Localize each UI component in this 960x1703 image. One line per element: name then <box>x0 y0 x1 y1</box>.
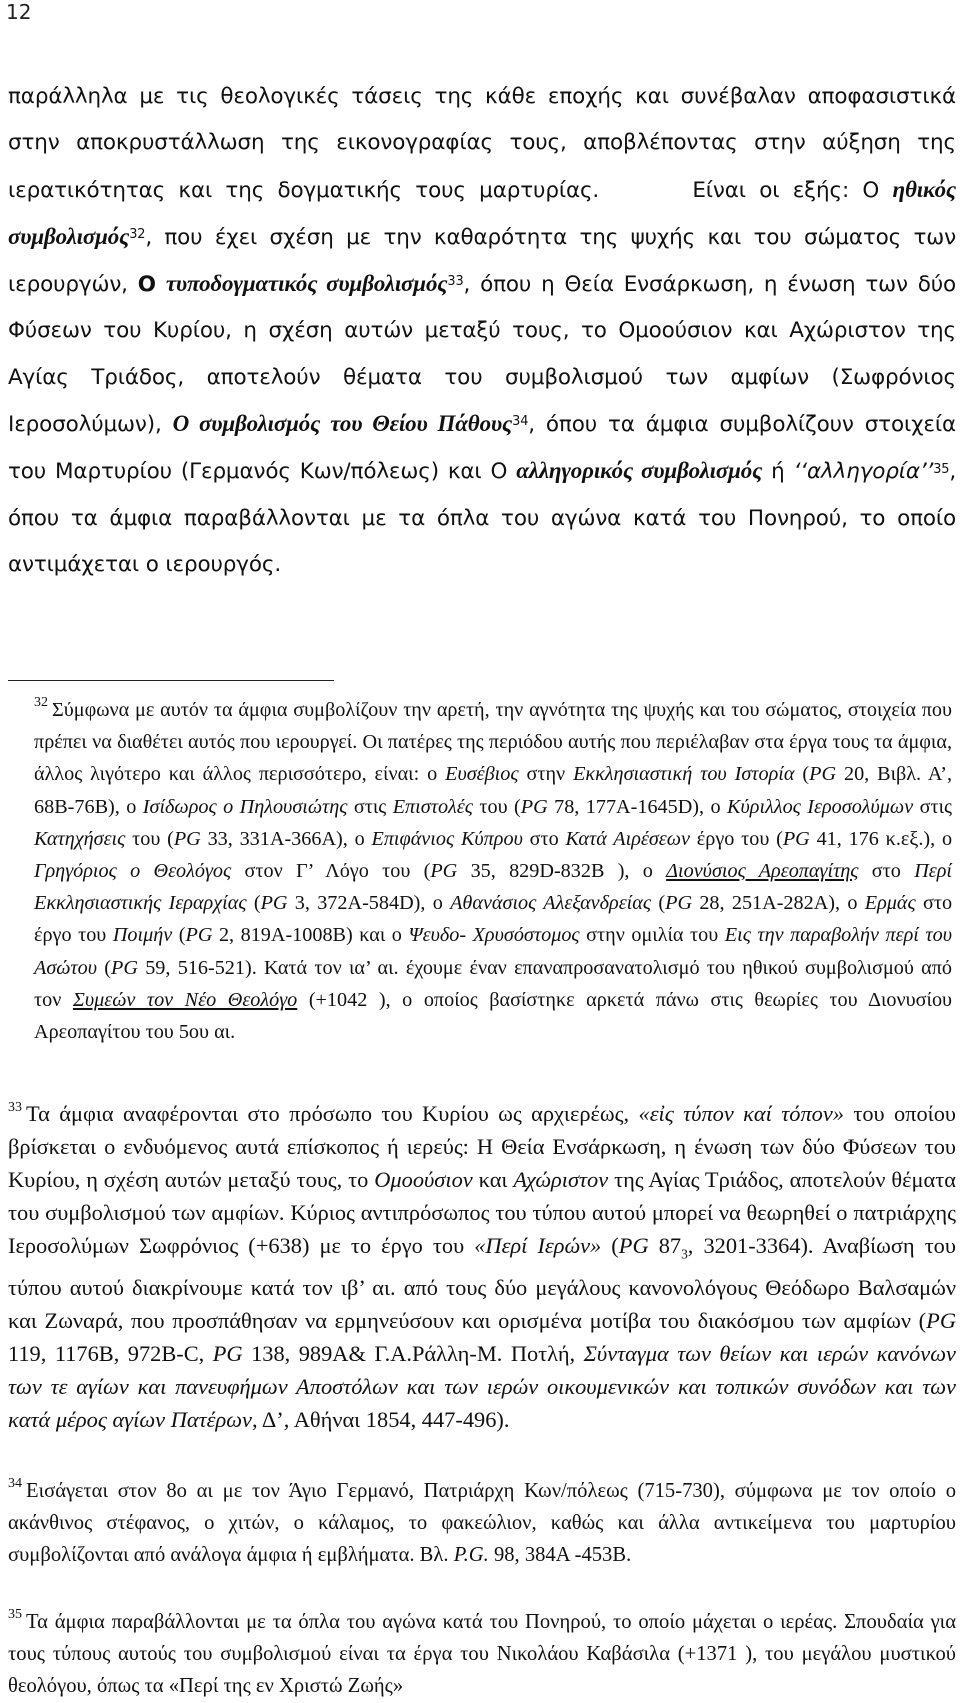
footnote-ref-33[interactable]: 33 <box>447 274 464 290</box>
term-ethikos: ηθικός συμβολισμός <box>8 176 957 249</box>
footnote-separator <box>8 680 334 681</box>
footnote-ref-34[interactable]: 34 <box>512 414 529 430</box>
term-pathous: Ο συμβολισμός του Θείου Πάθους <box>172 411 513 437</box>
footnote-ref-35[interactable]: 35 <box>933 461 950 477</box>
main-paragraph: παράλληλα με τις θεολογικές τάσεις της κάθε εποχής και συνέβαλαν αποφασιστικά στην αποκρυστάλλωση της εικονογραφίας τους, αποβλέποντας στην αύξηση της ιερατικότητας και της δογματικής τους μαρτυρίας. Είναι οι εξής: Ο ηθικός συμβολισμός$^{32}$, που έχει σχέση με την καθαρότητα της ψυχής και του σώματος των ιερουργών, Ο τυποδογματικός συμβολισμός$^{33}$, όπου η Θεία Ενσάρκωση, η ένωση των δύο Φύσεων του Κυρίου, η σχέση αυτών μεταξύ τους, το Ομοούσιον και Αχώριστον της Αγίας Τριάδος, αποτελούν θέματα του συμβολισμού των αμφίων (Σωφρόνιος Ιεροσολύμων), Ο συμβολισμός του Θείου Πάθους$^{34}$, όπου τα άμφια συμβολίζουν στοιχεία του Μαρτυρίου (Γερμανός Κων/πόλεως) και Ο αλληγορικός συμβολισμός ή ‘‘αλληγορία’’$^{35}$, όπου τα άμφια παραβάλλονται με τα όπλα του αγώνα κατά του Πονηρού, το οποίο αντιμάχεται ο ιερουργός. <box>8 84 957 577</box>
footnote-33: $^{33}$ Τα άμφια αναφέρονται στο πρόσωπο του Κυρίου ως αρχιερέως, «εἰς τύπον καί τόπον» του οποίου βρίσκεται ο ενδυόμενος αυτά επίσκοπος ή ιερεύς: Η Θεία Ενσάρκωση, η ένωση των δύο Φύσεων του Κυρίου, η σχέση αυτών μεταξύ τους, το Ομοούσιον και Αχώριστον της Αγίας Τριάδος, αποτελούν θέματα του συμβολισμού των αμφίων. Κύριος αντιπρόσωπος του τύπου αυτού μπορεί να θεωρηθεί ο πατριάρχης Ιεροσολύμων Σωφρόνιος (+638) με το έργο του «Περί Ιερών» (PG $87_3$, 3201-3364). Αναβίωση του τύπου αυτού διακρίνουμε κατά τον ιβ’ αι. από τους δύο μεγάλους κανονολόγους Θεόδωρο Βαλσαμών και Ζωναρά, που προσπάθησαν να ερμηνεύσουν και ορισμένα μοτίβα του διακόσμου των αμφίων (PG 119, 1176Β, 972Β-C, PG 138, 989Α& Γ.Α.Ράλλη-Μ. Ποτλή, Σύνταγμα των θείων και ιερών κανόνων των τε αγίων και πανευφήμων Αποστόλων και των ιερών οικουμενικών και τοπικών συνόδων και των κατά μέρος αγίων Πατέρων, Δ’, Αθήναι 1854, 447-496). <box>8 1100 956 1433</box>
term-allegoria: ‘‘αλληγορία’’ <box>793 459 934 485</box>
footnote-32: $^{32}$ Σύμφωνα με αυτόν τα άμφια συμβολίζουν την αρετή, την αγνότητα της ψυχής και του σώματος, στοιχεία που πρέπει να διαθέτει αυτός που ιερουργεί. Οι πατέρες της περιόδου αυτής που περιέλαβαν στα έργα τους τα άμφια, άλλος λιγότερο και άλλος περισσότερο, είναι: ο Ευσέβιος στην Εκκλησιαστική του Ιστορία (PG 20, Βιβλ. Α’, 68Β-76Β), ο Ισίδωρος ο Πηλουσιώτης στις Επιστολές του (PG 78, 177Α-1645D), ο Κύριλλος Ιεροσολύμων στις Κατηχήσεις του (PG 33, 331Α-366Α), ο Επιφάνιος Κύπρου στο Κατά Αιρέσεων έργο του (PG 41, 176 κ.εξ.), ο Γρηγόριος ο Θεολόγος στον Γ’ Λόγο του (PG 35, 829D-832Β ), ο Διονύσιος Αρεοπαγίτης στο Περί Εκκλησιαστικής Ιεραρχίας (PG 3, 372Α-584D), ο Αθανάσιος Αλεξανδρείας (PG 28, 251Α-282Α), ο Ερμάς στο έργο του Ποιμήν (PG 2, 819Α-1008Β) και ο Ψευδο- Χρυσόστομος στην ομιλία του Εις την παραβολήν περί του Ασώτου (PG 59, 516-521). Κατά τον ια’ αι. έχουμε έναν επαναπροσανατολισμό του ηθικού συμβολισμού από τον Συμεών τον Νέο Θεολόγο (+1042 ), ο οποίος βασίστηκε αρκετά πάνω στις θεωρίες του Διονυσίου Αρεοπαγίτου του 5ου αι. <box>34 695 953 1044</box>
page-number: 12 <box>6 0 32 24</box>
term-allegorikos: αλληγορικός συμβολισμός <box>516 458 763 484</box>
footnote-35: $^{35}$ Τα άμφια παραβάλλονται με τα όπλα του αγώνα κατά του Πονηρού, το οποίο μάχεται ο ιερέας. Σπουδαία για τους τύπους αυτούς του συμβολισμού είναι τα έργα του Νικολάου Καβάσιλα (+1371 ), του μεγάλου μυστικού θεολόγου, όπως τα «Περί της εν Χριστώ Ζωής» <box>8 1607 956 1698</box>
footnote-ref-32[interactable]: 32 <box>129 227 146 243</box>
footnote-34: $^{34}$ Εισάγεται στον 8ο αι με τον Άγιο Γερμανό, Πατριάρχη Κων/πόλεως (715-730), σύμφωνα με τον οποίο ο ακάνθινος στέφανος, ο χιτών, ο κάλαμος, το φακεώλιον, καθώς και άλλα αντικείμενα του μαρτυρίου συμβολίζονται από ανάλογα άμφια ή εμβλήματα. Βλ. P.G. 98, 384Α -453Β. <box>8 1476 956 1567</box>
term-typodogmatikos: τυποδογματικός συμβολισμός <box>165 271 448 297</box>
